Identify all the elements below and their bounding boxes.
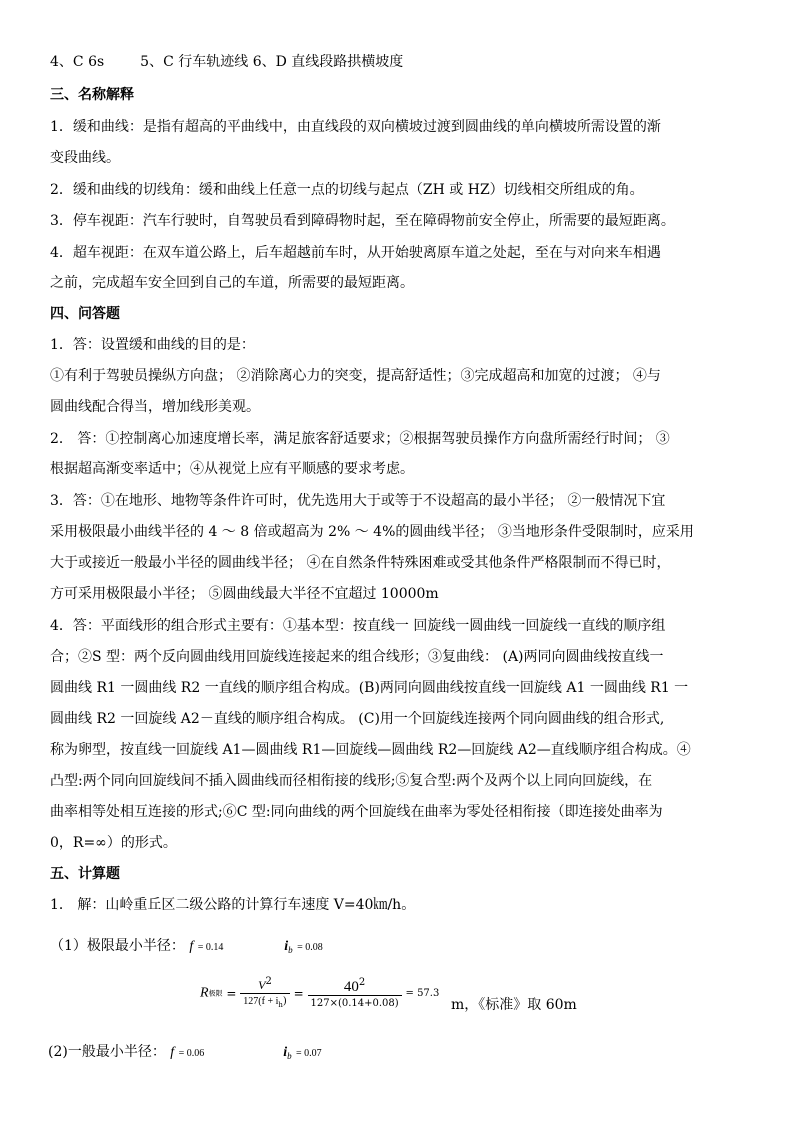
- question-1-line-2: 圆曲线配合得当，增加线形美观。: [50, 399, 260, 415]
- numeric-fraction: [308, 975, 402, 1012]
- question-3-line-3: 大于或接近一般最小半径的圆曲线半径； ④在自然条件特殊困难或受其他条件严格限制而不得已时，: [50, 555, 671, 571]
- question-3-line-1: 3．答：①在地形、地物等条件许可时，优先选用大于或等于不设超高的最小半径； ②一般情况下宜: [50, 493, 666, 509]
- answer-4: 4、C 6s: [50, 54, 105, 70]
- calc-1-intro: 1． 解：山岭重丘区二级公路的计算行车速度 V=40㎞/h。: [50, 897, 416, 913]
- question-4-line-5: 称为卵型，按直线一回旋线 A1—圆曲线 R1—回旋线—圆曲线 R2—回旋线 A2—直线顺序组合构成。④: [50, 742, 691, 758]
- frac1-denominator-close: ): [282, 996, 287, 1007]
- definition-3: 3．停车视距：汽车行驶时，自驾驶员看到障碍物时起，至在障碍物前安全停止，所需要的最短距离。: [50, 213, 675, 229]
- answer-5-6: 5、C 行车轨迹线 6、D 直线段路拱横坡度: [140, 54, 404, 70]
- calc-1-step-1: [50, 936, 323, 960]
- calc-1-step-2: [48, 1042, 322, 1066]
- definition-2: 2．缓和曲线的切线角：缓和曲线上任意一点的切线与起点（ZH 或 HZ）切线相交所组成的角。: [50, 182, 644, 198]
- question-2-line-1: 2． 答：①控制离心加速度增长率，满足旅客舒适要求；②根据驾驶员操作方向盘所需经行时间； ③: [50, 431, 670, 447]
- definition-4-line-1: 4．超车视距：在双车道公路上，后车超越前车时，从开始驶离原车道之处起，至在与对向来车相遇: [50, 245, 661, 261]
- i2-value: = 0.07: [296, 1048, 322, 1059]
- frac2-numerator: 40: [343, 979, 359, 995]
- section-heading-calculations: 五、计算题: [50, 866, 120, 882]
- question-3-line-2: 采用极限最小曲线半径的 4 ～ 8 倍或超高为 2% ～ 4%的圆曲线半径； ③当地形条件受限制时，应采用: [50, 524, 694, 540]
- question-2-line-2: 根据超高渐变率适中；④从视觉上应有平顺感的要求考虑。: [50, 461, 414, 477]
- question-1-line-1: ①有利于驾驶员操纵方向盘； ②消除离心力的突变，提高舒适性；③完成超高和加宽的过渡； ④与: [50, 368, 661, 384]
- r-symbol: R: [200, 985, 209, 1001]
- frac1-numerator-exp: 2: [265, 976, 272, 987]
- frac1-denominator: 127(f + i: [243, 996, 279, 1007]
- question-3-line-4: 方可采用极限最小半径； ⑤圆曲线最大半径不宜超过 10000m: [50, 586, 439, 602]
- standard-note: m，《标准》取 60m: [451, 997, 577, 1013]
- question-4-line-2: 合；②S 型：两个反向圆曲线用回旋线连接起来的组合线形；③复曲线： (A)两同向圆曲线按直线一: [50, 649, 664, 665]
- f1-value: = 0.14: [197, 942, 224, 953]
- section-heading-definitions: 三、名称解释: [50, 87, 134, 103]
- f1-symbol: f: [189, 939, 194, 954]
- equals-2: =: [293, 986, 304, 1001]
- question-4-line-6: 凸型:两个同向回旋线间不插入圆曲线而径相衔接的线形;⑤复合型:两个及两个以上同向回旋线，在: [50, 773, 653, 789]
- i1-symbol: i: [284, 939, 289, 954]
- section-heading-questions: 四、问答题: [50, 306, 120, 322]
- step-2-label: (2)一般最小半径：: [48, 1044, 166, 1060]
- i1-value: = 0.08: [297, 942, 323, 953]
- f2-symbol: f: [170, 1045, 175, 1060]
- question-4-line-3: 圆曲线 R1 一圆曲线 R2 一直线的顺序组合构成。(B)两同向圆曲线按直线一回旋线 A1 一圆曲线 R1 一: [50, 680, 689, 696]
- question-1-intro: 1．答：设置缓和曲线的目的是：: [50, 337, 255, 353]
- f2-value: = 0.06: [178, 1048, 205, 1059]
- i1-subscript: b: [288, 945, 293, 955]
- equals-1: =: [226, 986, 237, 1001]
- r-subscript: 极限: [208, 989, 223, 998]
- frac2-numerator-exp: 2: [358, 977, 366, 988]
- frac2-denominator: 127×(0.14+0.08): [310, 998, 399, 1009]
- limit-radius-formula: [200, 974, 577, 1014]
- frac1-denominator-sub: h: [278, 1001, 283, 1009]
- definition-1-line-1: 1．缓和曲线：是指有超高的平曲线中，由直线段的双向横坡过渡到圆曲线的单向横坡所需设置的渐: [50, 119, 661, 135]
- question-4-line-7: 曲率相等处相互连接的形式;⑥C 型:同向曲线的两个回旋线在曲率为零处径相衔接（即连接处曲率为: [50, 804, 663, 820]
- step-1-label: （1）极限最小半径：: [50, 938, 185, 954]
- i2-symbol: i: [283, 1045, 288, 1060]
- answer-line-4-6: [50, 52, 403, 72]
- question-4-line-4: 圆曲线 R2 一回旋线 A2－直线的顺序组合构成。 (C)用一个回旋线连接两个同向圆曲线的组合形式,: [50, 711, 665, 727]
- question-4-line-8: 0，R=∞）的形式。: [50, 835, 177, 851]
- formula-fraction: [240, 974, 290, 1013]
- frac1-numerator: V: [258, 978, 266, 992]
- question-4-line-1: 4．答：平面线形的组合形式主要有：①基本型：按直线一 回旋线一圆曲线一回旋线一直线的顺序组: [50, 618, 666, 634]
- i2-subscript: b: [287, 1051, 292, 1061]
- limit-radius-result: = 57.3: [405, 988, 440, 999]
- definition-1-line-2: 变段曲线。: [50, 150, 120, 166]
- definition-4-line-2: 之前，完成超车安全回到自己的车道，所需要的最短距离。: [50, 275, 414, 291]
